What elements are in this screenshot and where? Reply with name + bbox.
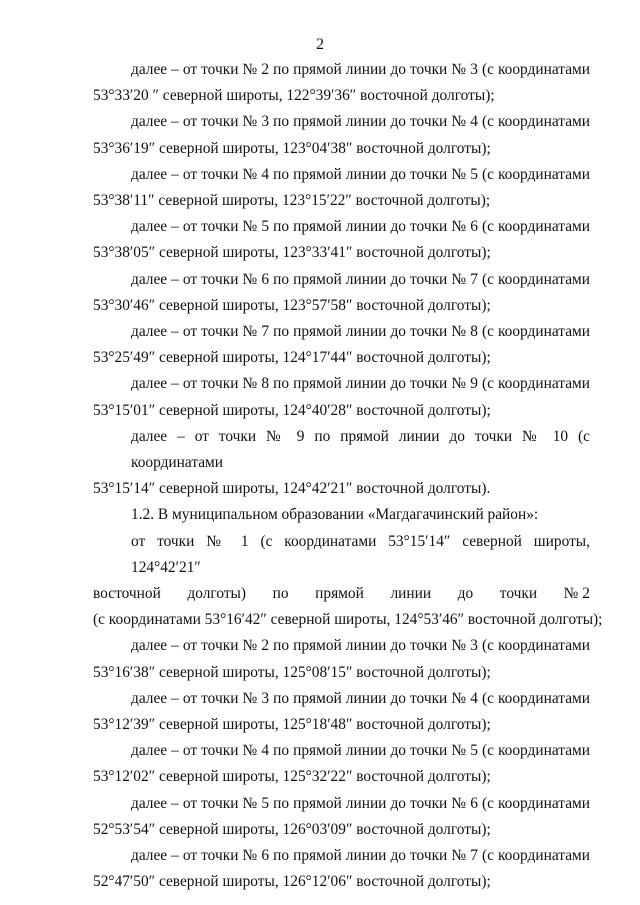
spread-word: линии xyxy=(390,585,432,603)
paragraph-point-5-6 xyxy=(93,214,590,266)
paragraph-2-point-2-3 xyxy=(93,633,590,685)
spread-word: прямой xyxy=(315,585,364,603)
paragraph-line: 52°53′54″ северной широты, 126°03′09″ восточной долготы); xyxy=(93,820,491,838)
paragraph-point-6-7 xyxy=(93,267,590,319)
spread-word: восточной xyxy=(93,585,161,603)
paragraph-line: далее – от точки № 4 по прямой линии до точки № 5 (с координатами xyxy=(131,742,590,760)
paragraph-first-point xyxy=(93,529,603,634)
paragraph-line: 53°16′38″ северной широты, 125°08′15″ восточной долготы); xyxy=(93,663,491,681)
spread-word: по xyxy=(272,585,289,603)
paragraph-line-spread xyxy=(93,581,590,607)
paragraph-2-point-4-5 xyxy=(93,738,590,790)
paragraph-point-9-10 xyxy=(93,424,590,503)
page-number: 2 xyxy=(316,36,324,53)
paragraph-line: далее – от точки № 5 по прямой линии до точки № 6 (с координатами xyxy=(131,218,590,236)
paragraph-line: далее – от точки № 4 по прямой линии до точки № 5 (с координатами xyxy=(131,165,590,183)
spread-word: № 2 xyxy=(563,585,590,603)
paragraph-line: далее – от точки № 9 по прямой линии до точки № 10 (с координатами xyxy=(131,427,590,472)
section-heading-text: 1.2. В муниципальном образовании «Магдагачинский район»: xyxy=(131,506,539,524)
paragraph-line: (с координатами 53°16′42″ северной широты, 124°53′46″ восточной долготы); xyxy=(93,611,603,629)
paragraph-line: 53°36′19″ северной широты, 123°04′38″ восточной долготы); xyxy=(93,139,491,157)
paragraph-line: 53°38′11″ северной широты, 123°15′22″ восточной долготы); xyxy=(93,192,491,210)
paragraph-line: 53°30′46″ северной широты, 123°57′58″ восточной долготы); xyxy=(93,296,491,314)
paragraph-line: далее – от точки № 3 по прямой линии до точки № 4 (с координатами xyxy=(131,689,590,707)
paragraph-line: 52°47′50″ северной широты, 126°12′06″ восточной долготы); xyxy=(93,873,491,891)
section-heading xyxy=(93,502,590,528)
paragraph-line: от точки № 1 (с координатами 53°15′14″ северной широты, 124°42′21″ xyxy=(131,532,590,576)
spread-word: долготы) xyxy=(187,585,247,603)
paragraph-line: далее – от точки № 2 по прямой линии до точки № 3 (с координатами xyxy=(131,637,590,655)
paragraph-line: далее – от точки № 3 по прямой линии до точки № 4 (с координатами xyxy=(131,113,590,131)
paragraph-line: далее – от точки № 5 по прямой линии до точки № 6 (с координатами xyxy=(131,794,590,812)
paragraph-line: 53°12′02″ северной широты, 125°32′22″ восточной долготы); xyxy=(93,768,491,786)
paragraph-point-2-3 xyxy=(93,57,590,109)
paragraph-line: 53°25′49″ северной широты, 124°17′44″ восточной долготы); xyxy=(93,349,491,367)
document-body xyxy=(93,57,603,896)
paragraph-2-point-6-7 xyxy=(93,843,590,895)
paragraph-point-4-5 xyxy=(93,162,590,214)
paragraph-point-3-4 xyxy=(93,109,590,161)
paragraph-2-point-5-6 xyxy=(93,791,590,843)
paragraph-2-point-3-4 xyxy=(93,686,590,738)
paragraph-line: далее – от точки № 8 по прямой линии до точки № 9 (с координатами xyxy=(131,375,590,393)
paragraph-point-8-9 xyxy=(93,371,590,423)
paragraph-line: далее – от точки № 6 по прямой линии до точки № 7 (с координатами xyxy=(131,847,590,865)
paragraph-line: 53°15′14″ северной широты, 124°42′21″ восточной долготы). xyxy=(93,480,491,498)
paragraph-line: далее – от точки № 7 по прямой линии до точки № 8 (с координатами xyxy=(131,323,590,341)
paragraph-line: 53°15′01″ северной широты, 124°40′28″ восточной долготы); xyxy=(93,401,491,419)
paragraph-line: далее – от точки № 2 по прямой линии до точки № 3 (с координатами xyxy=(131,61,590,78)
paragraph-line: далее – от точки № 6 по прямой линии до точки № 7 (с координатами xyxy=(131,270,590,288)
paragraph-line: 53°38′05″ северной широты, 123°33′41″ восточной долготы); xyxy=(93,244,491,262)
spread-word: до xyxy=(457,585,474,603)
spread-word: точки xyxy=(499,585,538,603)
paragraph-line: 53°33′20 ″ северной широты, 122°39′36″ восточной долготы); xyxy=(93,87,495,105)
paragraph-point-7-8 xyxy=(93,319,590,371)
paragraph-line: 53°12′39″ северной широты, 125°18′48″ восточной долготы); xyxy=(93,716,491,734)
